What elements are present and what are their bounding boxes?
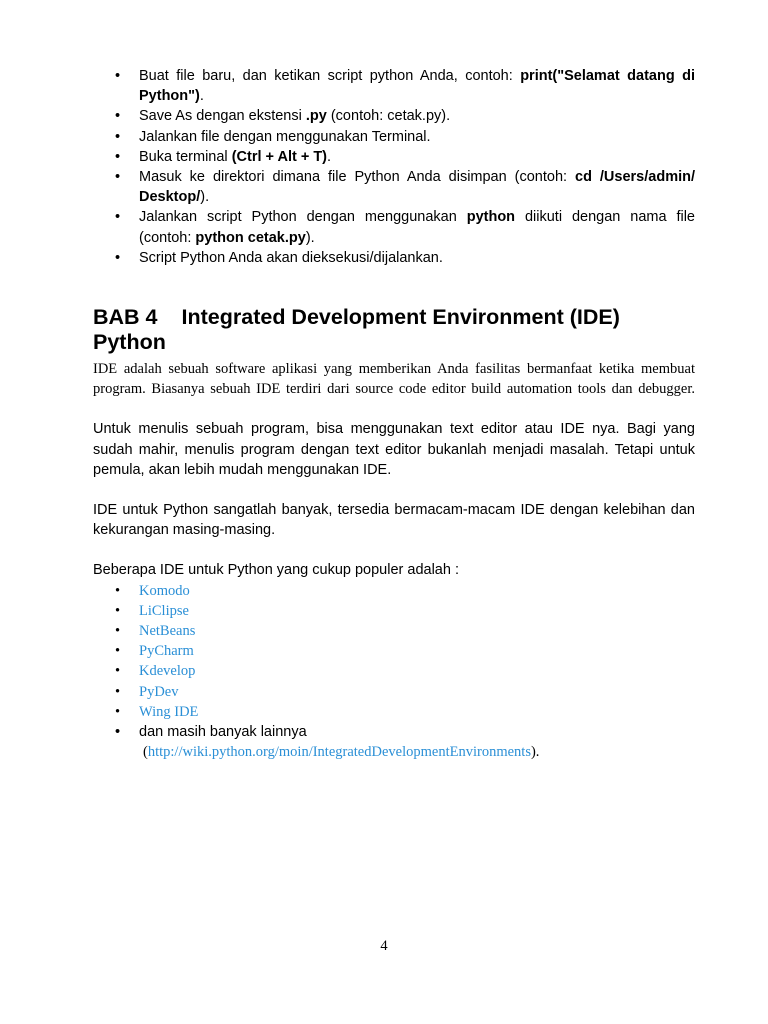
step-item: • Masuk ke direktori dimana file Python Anda disimpan (contoh: cd /Users/admin/ Desktop/). bbox=[115, 169, 695, 206]
ide-list bbox=[93, 581, 695, 743]
bullet-marker: • bbox=[115, 148, 121, 165]
ide-link[interactable]: Komodo bbox=[139, 582, 190, 599]
bullet-marker: • bbox=[115, 663, 121, 680]
more-text: dan masih banyak lainnya bbox=[139, 724, 307, 741]
ide-link[interactable]: NetBeans bbox=[139, 623, 196, 640]
ide-item-netbeans bbox=[93, 621, 695, 641]
ide-link[interactable]: PyCharm bbox=[139, 643, 194, 660]
chapter-title: Integrated Development Environment (IDE) Python bbox=[93, 305, 620, 355]
bullet-marker: • bbox=[115, 683, 121, 700]
bullet-marker: • bbox=[115, 703, 121, 720]
ide-link[interactable]: PyDev bbox=[139, 683, 179, 700]
ide-item-komodo bbox=[93, 581, 695, 601]
step-item: • Jalankan script Python dengan menggunakan python diikuti dengan nama file (contoh: python cetak.py). bbox=[115, 209, 695, 246]
chapter-number: BAB 4 bbox=[93, 305, 158, 330]
wiki-link[interactable]: http://wiki.python.org/moin/IntegratedDevelopmentEnvironments bbox=[147, 744, 531, 761]
ide-item-kdevelop bbox=[93, 661, 695, 681]
ide-link[interactable]: Kdevelop bbox=[139, 663, 196, 680]
ide-item-more bbox=[93, 722, 695, 742]
bullet-marker: • bbox=[115, 643, 121, 660]
bullet-marker: • bbox=[115, 68, 121, 84]
ide-link[interactable]: Wing IDE bbox=[139, 703, 199, 720]
page-number: 4 bbox=[380, 938, 388, 954]
ide-item-pycharm bbox=[93, 641, 695, 661]
bullet-marker: • bbox=[115, 108, 121, 125]
ide-item-wing-ide bbox=[93, 702, 695, 722]
paragraph-ide-variety: IDE untuk Python sangatlah banyak, tersedia bermacam-macam IDE dengan kelebihan dan kekurangan masing-masing. bbox=[93, 502, 695, 539]
step-item: • Jalankan file dengan menggunakan Terminal. bbox=[93, 127, 695, 147]
bullet-marker: • bbox=[115, 582, 121, 599]
ide-link[interactable]: LiClipse bbox=[139, 602, 189, 619]
step-item: • Save As dengan ekstensi .py (contoh: cetak.py). bbox=[93, 106, 695, 126]
bullet-marker: • bbox=[115, 623, 121, 640]
bullet-marker: • bbox=[115, 128, 121, 145]
wiki-reference: (http://wiki.python.org/moin/IntegratedDevelopmentEnvironments). bbox=[143, 744, 540, 761]
bullet-marker: • bbox=[115, 249, 121, 266]
paragraph-popular-ides: Beberapa IDE untuk Python yang cukup populer adalah : bbox=[93, 562, 459, 579]
step-item: • Script Python Anda akan dieksekusi/dijalankan. bbox=[93, 248, 695, 268]
paragraph-text-editor: Untuk menulis sebuah program, bisa menggunakan text editor atau IDE nya. Bagi yang sudah mahir, menulis program dengan text editor bukanlah menjadi masalah. Tetapi untuk pemula, akan lebih mudah menggunakan IDE. bbox=[93, 421, 695, 478]
steps-list bbox=[93, 66, 695, 268]
document-page bbox=[93, 66, 695, 762]
chapter-heading bbox=[93, 305, 695, 355]
step-item: • Buka terminal (Ctrl + Alt + T). bbox=[93, 147, 695, 167]
step-item: • Buat file baru, dan ketikan script python Anda, contoh: print("Selamat datang di Python"). bbox=[115, 68, 695, 105]
bullet-marker: • bbox=[115, 169, 121, 186]
ide-item-liclipse bbox=[93, 601, 695, 621]
ide-item-pydev bbox=[93, 682, 695, 702]
intro-paragraph: IDE adalah sebuah software aplikasi yang memberikan Anda fasilitas bermanfaat ketika membuat program. Biasanya sebuah IDE terdiri dari source code editor build automation tools dan debugger. bbox=[93, 361, 695, 398]
bullet-marker: • bbox=[115, 602, 121, 619]
bullet-marker: • bbox=[115, 209, 121, 226]
bullet-marker: • bbox=[115, 724, 121, 741]
